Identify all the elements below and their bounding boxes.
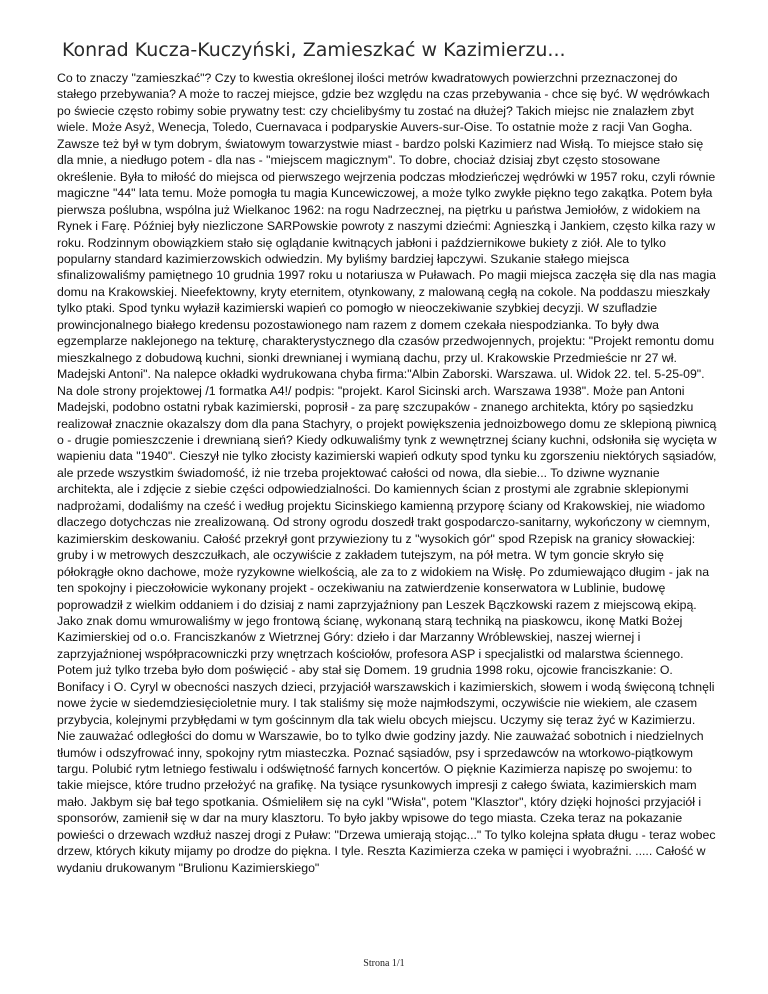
page-number: Strona 1/1 <box>363 958 405 969</box>
article-body: Co to znaczy "zamieszkać"? Czy to kwestia określonej ilości metrów kwadratowych powierzchni przeznaczonej do stałego przebywania? A może to raczej miejsce, gdzie bez względu na czas przebywania - chce się być. W wędrówkach po świecie często robimy sobie prywatny test: czy chcielibyśmy tu zostać na dłużej? Takich miejsc nie znalazłem zbyt wiele. Może Asyż, Wenecja, Toledo, Cuernavaca i podparyskie Auvers-sur-Oise. To ostatnie może z racji Van Gogha. Zawsze też był w tym dobrym, światowym towarzystwie miast - bardzo polski Kazimierz nad Wisłą. To miejsce stało się dla mnie, a niedługo potem - dla nas - "miejscem magicznym". To dobre, chociaż dzisiaj zbyt często stosowane określenie. Była to miłość do miejsca od pierwszego wejrzenia podczas młodzieńczej wędrówki w 1957 roku, czyli równie magiczne "44" lata temu. Może pomogła tu magia Kuncewiczowej, a może tylko zwykłe piękno tego zakątka. Potem była pierwsza poślubna, wspólna już Wielkanoc 1962: na rogu Nadrzecznej, na piętrku u państwa Jemiołów, z widokiem na Rynek i Farę. Później były niezliczone SARPowskie powroty z naszymi dziećmi: Agnieszką i Jankiem, często kilka razy w roku. Rodzinnym obowiązkiem stało się oglądanie kwitnących jabłoni i październikowe bukiety z ziół. Ale to tylko popularny standard kazimierzowskich odwiedzin. My byliśmy bardziej łapczywi. Szukanie stałego miejsca sfinalizowaliśmy pamiętnego 10 grudnia 1997 roku u notariusza w Puławach. Po magii miejsca zaczęła się dla nas magia domu na Krakowskiej. Nieefektowny, kryty eternitem, otynkowany, z malowaną cegłą na cokole. Na poddaszu mieszkały tylko ptaki. Spod tynku wyłaził kazimierski wapień co pomogło w nieoczekiwanie szybkiej decyzji. W szufladzie prowincjonalnego białego kredensu pozostawionego nam razem z domem czekała niespodzianka. To były dwa egzemplarze naklejonego na tekturę, charakterystycznego dla czasów przedwojennych, projektu: "Projekt remontu domu mieszkalnego z dobudową kuchni, sionki drewnianej i wymianą dachu, przy ul. Krakowskie Przedmieście nr 27 wł. Madejski Antoni". Na nalepce okładki wydrukowana chyba firma:"Albin Zaborski. Warszawa. ul. Widok 22. tel. 5-25-09". Na dole strony projektowej /1 formatka A4!/ podpis: "projekt. Karol Sicinski arch. Warszawa 1938". Może pan Antoni Madejski, podobno ostatni rybak kazimierski, poprosił - za parę szczupaków - znanego architekta, który po sąsiedzku realizował znacznie okazalszy dom dla pana Stachyry, o projekt powiększenia jednoizbowego domu ze sklepioną piwnicą o - drugie pomieszczenie i drewnianą sień? Kiedy odkuwaliśmy tynk z wewnętrznej ściany kuchni, odsłoniła się wycięta w wapieniu data "1940". Cieszył nie tylko złocisty kazimierski wapień odkuty spod tynku ku zgorszeniu niektórych sąsiadów, ale przede wszystkim świadomość, iż nie trzeba projektować całości od nowa, dla siebie... To dziwne wyznanie architekta, ale i zdjęcie z siebie części odpowiedzialności. Do kamiennych ścian z prostymi ale zgrabnie sklepionymi nadprożami, dodaliśmy na cześć i według projektu Sicinskiego kamienną przyporę ściany od Krakowskiej, nie wiadomo dlaczego dotychczas nie zrealizowaną. Od strony ogrodu doszedł trakt gospodarczo-sanitarny, wykończony w ciemnym, kazimierskim deskowaniu. Całość przekrył gont przywieziony tu z "wysokich gór" spod Rzepisk na granicy słowackiej: gruby i w metrowych deszczułkach, ale oczywiście z zakładem tutejszym, na pół metra. W tym goncie skryło się półokrągłe okno dachowe, może ryzykowne wielkością, ale za to z widokiem na Wisłę. Po zdumiewająco długim - jak na ten spokojny i pieczołowicie wykonany projekt - oczekiwaniu na zatwierdzenie konserwatora w Lublinie, budowę poprowadził z wielkim oddaniem i do dzisiaj z nami zaprzyjaźniony pan Leszek Bączkowski razem z miejscową ekipą. Jako znak domu wmurowaliśmy w jego frontową ścianę, wykonaną starą techniką na piaskowcu, ikonę Matki Bożej Kazimierskiej od o.o. Franciszkanów z Wietrznej Góry: dzieło i dar Marzanny Wróblewskiej, naszej wiernej i zaprzyjaźnionej współpracowniczki przy wnętrzach kościołów, profesora ASP i specjalistki od malarstwa ściennego. Potem już tylko trzeba było dom poświęcić - aby stał się Domem. 19 grudnia 1998 roku, ojcowie franciszkanie: O. Bonifacy i O. Cyryl w obecności naszych dzieci, przyjaciół warszawskich i kazimierskich, słowem i wodą święconą tchnęli nowe życie w siedemdziesięcioletnie mury. I tak staliśmy się może najmłodszymi, oczywiście nie wiekiem, ale czasem przybycia, kolejnymi przybłędami w tym gościnnym dla tak wielu obcych miejscu. Uczymy się teraz żyć w Kazimierzu. Nie zauważać odległości do domu w Warszawie, bo to tylko dwie godziny jazdy. Nie zauważać sobotnich i niedzielnych tłumów i odszyfrować inny, spokojny rytm miasteczka. Poznać sąsiadów, psy i sprzedawców na wtorkowo-piątkowym targu. Polubić rytm letniego festiwalu i odświętność farnych koncertów. O pięknie Kazimierza napiszę po swojemu: to takie miejsce, które trudno przełożyć na grafikę. Na tysiące rysunkowych impresji z całego świata, kazimierskich mam mało. Jakbym się bał tego spotkania. Ośmieliłem się na cykl "Wisła", potem "Klasztor", który dzięki hojności przyjaciół i sponsorów, zamienił się w dar na mury klasztoru. To było jakby wpisowe do tego miasta. Czeka teraz na pokazanie powieści o drzewach wzdłuż naszej drogi z Puław: "Drzewa umierają stojąc..." To tylko kolejna spłata długu - teraz wobec drzew, których kikuty mijamy po drodze do piękna. I tyle. Reszta Kazimierza czeka w pamięci i wyobraźni. ..... Całość w wydaniu drukowanym "Brulionu Kazimierskiego" <box>57 71 717 875</box>
page-title: Konrad Kucza-Kuczyński, Zamieszkać w Kazimierzu... <box>62 39 566 61</box>
